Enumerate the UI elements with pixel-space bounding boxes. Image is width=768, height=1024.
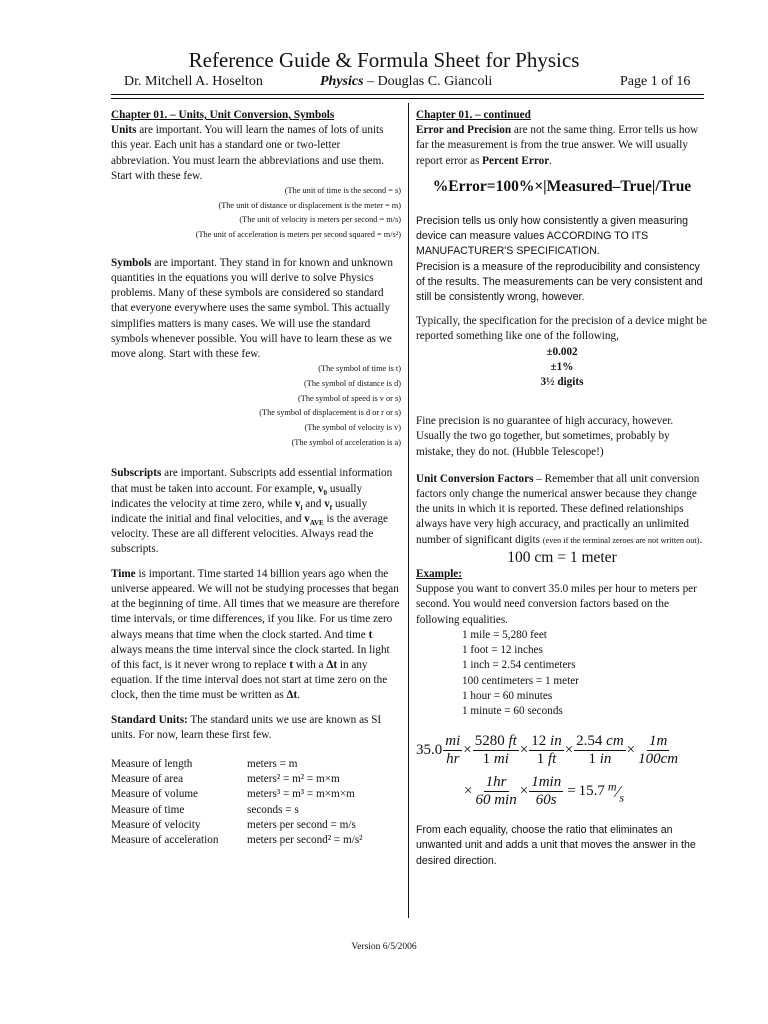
denominator: hr	[446, 751, 460, 768]
measure-value: meters = m	[247, 757, 298, 770]
table-row	[111, 803, 363, 818]
unit-note: (The unit of acceleration is meters per second squared = m/s²)	[195, 230, 401, 240]
denominator: 60 min	[475, 792, 517, 809]
subscripts-text: and	[302, 497, 325, 510]
times-sign: ×	[519, 742, 529, 758]
table-row	[111, 787, 363, 802]
denominator	[586, 751, 613, 768]
precision-paragraph-2: Precision is a measure of the reproducibility and consistency of the results. The measurements can be very consistent and still be consistently wrong, however.	[416, 260, 703, 304]
denominator	[481, 751, 511, 768]
chapter-heading-left: Chapter 01. – Units, Unit Conversion, Symbols	[111, 109, 335, 121]
v0-subscript: 0	[323, 488, 328, 497]
symbol-note: (The symbol of time is t)	[318, 364, 401, 374]
fraction	[529, 733, 563, 768]
header-rule-top	[111, 94, 704, 95]
unit-notes	[111, 184, 401, 243]
symbol-note: (The symbol of distance is d)	[303, 378, 401, 388]
measure-name: Measure of acceleration	[111, 833, 219, 846]
numerator: 1m	[648, 733, 668, 750]
unit: mi	[493, 751, 509, 768]
example-paragraph: Suppose you want to convert 35.0 miles per hour to meters per second. You would need conversion factors based on the following equalities.	[416, 583, 697, 626]
page-title: Reference Guide & Formula Sheet for Physics	[188, 48, 580, 72]
number: 5280	[474, 733, 505, 750]
list-item: 1 inch = 2.54 centimeters	[462, 659, 576, 672]
unit-conversion-text: .	[699, 533, 703, 546]
vavg-subscript: AVE	[309, 519, 324, 528]
numerator	[574, 733, 626, 751]
conversion-lead: 35.0	[416, 742, 443, 758]
subscripts-text: usually indicates the velocity at time zero, while	[111, 482, 363, 510]
times-sign: ×	[464, 783, 473, 799]
book-title: Physics	[320, 74, 364, 89]
typical-paragraph: Typically, the specification for the precision of a device might be reported something like one of the following,	[416, 315, 707, 343]
measure-name: Measure of volume	[111, 788, 198, 801]
number: 1	[482, 751, 491, 768]
unit-note: (The unit of velocity is meters per second = m/s)	[239, 215, 401, 225]
denominator: 60s	[535, 792, 557, 809]
equalities-list	[416, 628, 708, 719]
precision-example: ±0.002	[546, 345, 578, 358]
list-item: 1 mile = 5,280 feet	[462, 628, 547, 641]
symbols-text: are important. They stand in for known and unknown quantities in the equations you will derive to solve Physics problems. Many of these symbols are considered so standard that everyone everywhere uses the same symbol. This actually simplifies matters is many cases. We will use the standard symbols whenever possible. You will have to learn these as we move along. Start with these few.	[111, 256, 393, 361]
book-author: – Douglas C. Giancoli	[363, 74, 493, 89]
number: 12	[531, 733, 547, 750]
unit: in	[599, 751, 612, 768]
v0-symbol: v	[317, 482, 324, 495]
book-reference	[320, 74, 492, 90]
error-precision-paragraph	[416, 123, 708, 169]
author-name: Dr. Mitchell A. Hoselton	[124, 74, 263, 89]
standard-units-term: Standard Units:	[111, 713, 188, 726]
unit: in	[550, 733, 562, 750]
equals-sign: =	[567, 783, 576, 799]
subscripts-text: are important. Subscripts add essential information that must be taken into account. For example,	[111, 467, 393, 495]
measure-name: Measure of length	[111, 757, 193, 770]
header-rule-bottom	[111, 98, 704, 99]
result-unit: $^m⁄_s$	[607, 779, 625, 805]
time-text: is important. Time started 14 billion years ago when the universe appeared. We will not be studying processes that began at the beginning of time. All times that we measure are therefore time intervals, or time differences, if you like. For us time zero always means that time when the clock started. And time	[111, 567, 400, 641]
example-heading: Example:	[416, 568, 462, 581]
standard-units-paragraph	[111, 713, 401, 743]
measures-table	[111, 757, 363, 848]
unit-conversion-text: – Remember that all unit conversion factors only change the numerical answer because they change the units in which it is reported. These defined relationships always have very high accuracy, and practically an unlimited number of significant digits	[416, 472, 700, 546]
units-paragraph	[111, 123, 401, 184]
list-item: 1 minute = 60 seconds	[462, 704, 563, 717]
time-text: in any equation. If the time interval does not start at time zero on the clock, then the time must be written as	[111, 658, 388, 702]
list-item: 100 centimeters = 1 meter	[462, 674, 579, 687]
symbols-paragraph	[111, 256, 401, 362]
measure-value: meters³ = m³ = m×m×m	[247, 788, 355, 801]
percent-error-term: Percent Error	[482, 154, 550, 167]
number: 1	[536, 751, 545, 768]
times-sign: ×	[626, 742, 636, 758]
unit: ft	[508, 733, 517, 750]
measure-name: Measure of area	[111, 773, 184, 786]
table-row	[111, 772, 363, 787]
unit-conversion-note: (even if the terminal zeroes are not written out)	[542, 535, 700, 545]
table-row	[111, 818, 363, 833]
number: 2.54	[576, 733, 603, 750]
fraction	[473, 733, 519, 768]
final-paragraph: From each equality, choose the ratio that eliminates an unwanted unit and adds a unit that moves the answer in the desired direction.	[416, 824, 696, 867]
subscripts-text: is the average velocity. These are all different velocities. Always read the subscripts.	[111, 513, 389, 556]
times-sign: ×	[519, 783, 529, 799]
measure-value: meters per second = m/s	[247, 818, 356, 831]
left-column	[111, 108, 401, 848]
numerator	[529, 733, 563, 751]
number: 1	[588, 751, 596, 768]
conversion-line-2	[416, 774, 708, 809]
units-term: Units	[111, 124, 137, 137]
result-unit-denominator: s	[619, 790, 625, 805]
fine-precision-paragraph: Fine precision is no guarantee of high accuracy, however. Usually the two go together, but sometimes, probably by mistake, they do not. (Hubble Telescope!)	[416, 415, 674, 458]
numerator: 1hr	[485, 774, 507, 791]
result-unit-numerator: m	[607, 779, 617, 794]
vi-symbol: v	[294, 497, 301, 510]
subscripts-text: usually indicate the initial and final velocities, and	[111, 497, 368, 526]
subscripts-term: Subscripts	[111, 467, 162, 480]
numerator: 1min	[531, 774, 562, 791]
cm-meter-equation: 100 cm = 1 meter	[507, 548, 617, 566]
measure-value: meters per second² = m/s²	[247, 833, 363, 846]
symbol-note: (The symbol of velocity is v)	[304, 423, 401, 433]
conversion-line-1	[416, 733, 708, 768]
unit-conversion-paragraph	[416, 472, 708, 548]
subscripts-paragraph	[111, 466, 401, 557]
symbol-note: (The symbol of displacement is d or r or s)	[259, 408, 401, 418]
precision-paragraph: Precision tells us only how consistently a given measuring device can measure values ACCORDING TO ITS MANUFACTURER'S SPECIFICATION.	[416, 215, 689, 258]
measure-value: seconds = s	[247, 803, 299, 816]
symbols-term: Symbols	[111, 256, 152, 269]
times-sign: ×	[564, 742, 574, 758]
error-precision-term: Error and Precision	[416, 124, 512, 137]
time-term: Time	[111, 567, 136, 580]
measure-name: Measure of velocity	[111, 818, 201, 831]
fraction	[574, 733, 626, 768]
measure-name: Measure of time	[111, 803, 185, 816]
measure-value: meters² = m² = m×m	[247, 773, 340, 786]
conversion-result: 15.7	[578, 783, 605, 799]
unit: cm	[606, 733, 624, 750]
unit-note: (The unit of distance or displacement is the meter = m)	[218, 200, 401, 210]
conversion-equation	[416, 733, 708, 809]
table-row	[111, 833, 363, 848]
column-divider	[408, 103, 409, 918]
unit: ft	[547, 751, 557, 768]
vf-subscript: f	[329, 504, 333, 513]
symbol-note: (The symbol of acceleration is a)	[291, 437, 401, 447]
vavg-symbol: v	[304, 513, 310, 526]
error-precision-text: .	[549, 154, 552, 167]
right-column	[416, 108, 708, 869]
error-precision-text: are not the same thing. Error tells us how far the measurement is from the true answer. We will usually report error as	[416, 124, 699, 167]
fraction	[636, 733, 680, 768]
precision-example: 3½ digits	[540, 376, 584, 389]
fraction	[443, 733, 462, 768]
t-symbol: t	[368, 628, 373, 641]
delta-t-symbol: Δt	[326, 658, 338, 671]
list-item: 1 hour = 60 minutes	[462, 689, 553, 702]
times-sign: ×	[463, 742, 472, 758]
table-row	[111, 757, 363, 772]
version-footer: Version 6/5/2006	[351, 942, 417, 952]
symbol-note: (The symbol of speed is v or s)	[297, 393, 401, 403]
symbol-notes	[111, 362, 401, 450]
t-symbol: t	[289, 658, 294, 671]
denominator: 100cm	[638, 751, 679, 768]
denominator	[535, 751, 559, 768]
delta-t-symbol: Δt	[286, 689, 298, 702]
fraction	[473, 774, 518, 809]
vf-symbol: v	[324, 497, 330, 510]
list-item: 1 foot = 12 inches	[462, 644, 543, 657]
chapter-heading-right: Chapter 01. – continued	[416, 109, 531, 121]
percent-error-formula: %Error=100%×|Measured–True|/True	[432, 177, 692, 195]
units-text: are important. You will learn the names of lots of units this year. Each unit has a standard one or two-letter abbreviation. You must learn the abbreviations and use them. Start with these few.	[111, 124, 385, 182]
precision-example: ±1%	[550, 360, 574, 373]
time-text: with a	[293, 658, 327, 671]
numerator: mi	[445, 733, 461, 750]
time-paragraph	[111, 567, 401, 704]
unit-conversion-term: Unit Conversion Factors	[416, 472, 534, 485]
fraction	[529, 774, 563, 809]
standard-units-text: The standard units we use are known as SI units. For now, learn these first few.	[111, 713, 382, 741]
page-number: Page 1 of 16	[620, 74, 691, 89]
unit-note: (The unit of time is the second = s)	[284, 186, 401, 196]
vi-subscript: i	[300, 504, 303, 513]
numerator	[473, 733, 519, 751]
time-text: always means the time interval since the clock started. In light of this fact, is it never wrong to replace	[111, 643, 390, 671]
time-text: .	[297, 689, 301, 702]
